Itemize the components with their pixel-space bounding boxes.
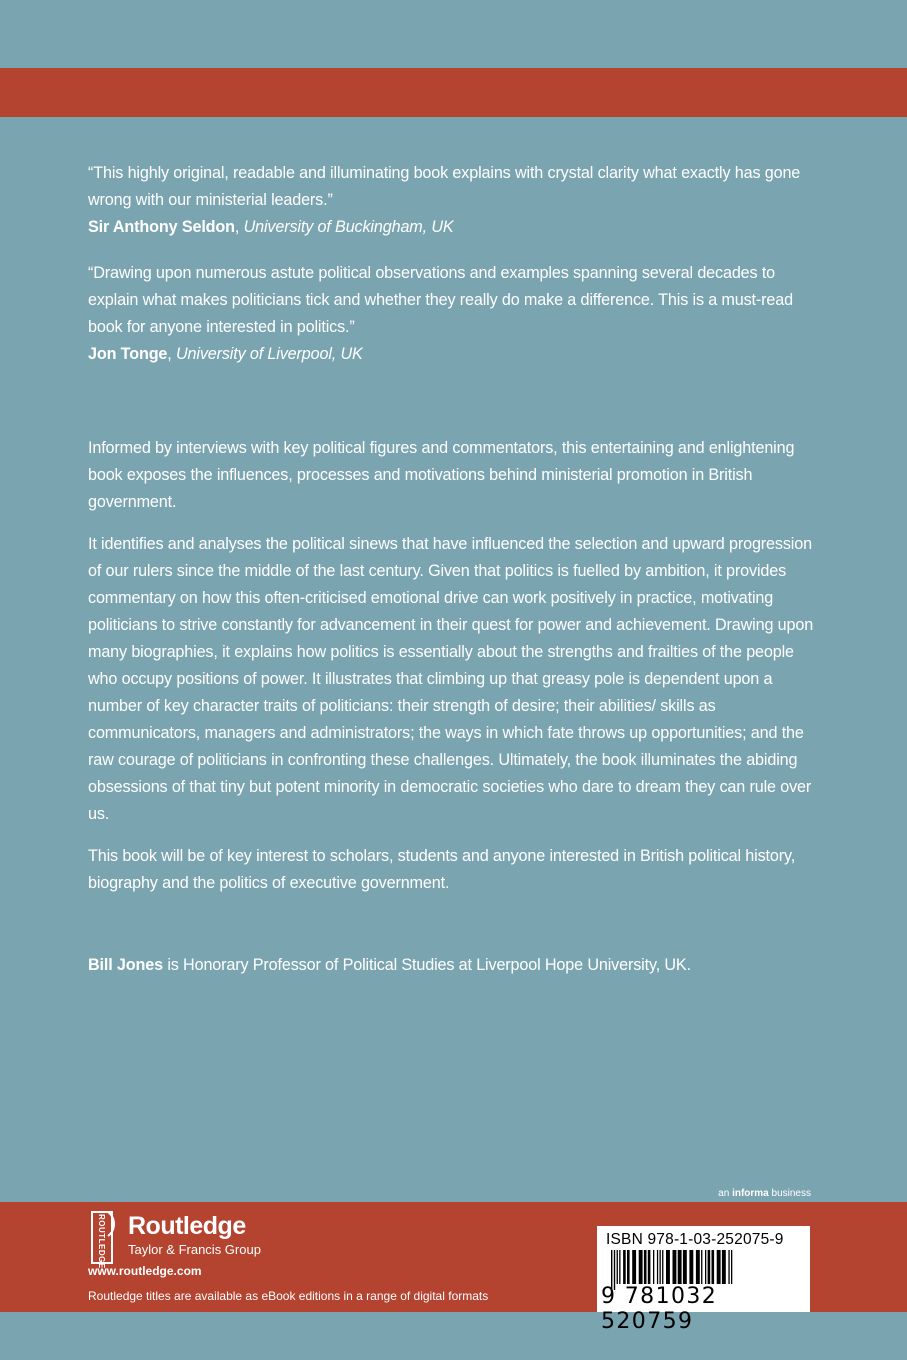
- barcode-bar: [648, 1250, 651, 1284]
- isbn-label: ISBN 978-1-03-252075-9: [606, 1231, 784, 1248]
- barcode-bar: [683, 1250, 687, 1284]
- barcode-bar: [696, 1250, 700, 1284]
- publisher-group: Taylor & Francis Group: [128, 1242, 261, 1257]
- informa-prefix: an: [718, 1188, 733, 1199]
- barcode-bar: [731, 1250, 732, 1284]
- endorsement-quote-1: [88, 160, 816, 241]
- barcode-bar: [653, 1250, 654, 1284]
- routledge-vertical-wordmark: ROUTLEDGE: [97, 1214, 106, 1269]
- author-bio-text: [88, 952, 816, 979]
- endorsement-quote-2: [88, 260, 816, 368]
- barcode-bar: [623, 1250, 626, 1284]
- barcode-bar: [662, 1250, 663, 1284]
- endorser-name: Sir Anthony Seldon: [88, 218, 235, 236]
- barcode-bar: [689, 1250, 693, 1284]
- barcode-bar: [728, 1250, 729, 1284]
- informa-brand: informa: [732, 1188, 769, 1199]
- top-red-band: [0, 68, 907, 117]
- isbn-barcode: [597, 1226, 810, 1334]
- quote-text: “Drawing upon numerous astute political observations and examples spanning several decades to explain what makes politicians tick and whether they really do make a difference. This is a must-read book for anyone interested in politics.”: [88, 264, 793, 336]
- ebook-availability-note: Routledge titles are available as eBook editions in a range of digital formats: [88, 1289, 489, 1303]
- barcode-bar: [722, 1250, 726, 1284]
- isbn-digits: 9 781032 520759: [601, 1284, 718, 1334]
- barcode-bar: [619, 1250, 620, 1284]
- barcode-bar: [673, 1250, 677, 1284]
- informa-business-tag: [718, 1188, 811, 1199]
- publisher-website: www.routledge.com: [88, 1264, 202, 1278]
- quote-attribution: Jon Tonge, University of Liverpool, UK: [88, 345, 363, 363]
- barcode-bar: [701, 1250, 702, 1284]
- routledge-logo: [88, 1210, 278, 1269]
- back-cover-text: [88, 160, 816, 979]
- barcode-bar: [657, 1250, 658, 1284]
- barcode-bar: [712, 1250, 715, 1284]
- barcode-bar: [660, 1250, 661, 1284]
- barcode-bar: [717, 1250, 721, 1284]
- endorser-institution: University of Buckingham, UK: [243, 218, 454, 236]
- barcode-bar: [644, 1250, 647, 1284]
- informa-suffix: business: [768, 1188, 811, 1199]
- author-name: Bill Jones: [88, 956, 163, 974]
- description-paragraph: It identifies and analyses the political sinews that have influenced the selection and upward progression of our rulers since the middle of the last century. Given that politics is fuelled by ambition, it provides commentary on how this often-criticised emotional drive can work positively in practice, motivating politicians to strive constantly for advancement in their quest for power and achievement. Drawing upon many biographies, it explains how politics is essentially about the strengths and frailties of the people who occupy positions of power. It illustrates that climbing up that greasy pole is dependent upon a number of key character traits of politicians: their strength of desire; their abilities/ skills as communicators, managers and administrators; the ways in which fate throws up opportunities; and the raw courage of politicians in confronting these challenges. Ultimately, the book illuminates the abiding obsessions of that tiny but potent minority in democratic societies who dare to dream they can rule over us.: [88, 535, 814, 823]
- endorser-name: Jon Tonge: [88, 345, 168, 363]
- barcode-bar: [627, 1250, 630, 1284]
- description-paragraph: Informed by interviews with key political figures and commentators, this entertaining and enlightening book exposes the influences, processes and motivations behind ministerial promotion in British government.: [88, 439, 795, 511]
- barcode-bar: [639, 1250, 643, 1284]
- publisher-name: Routledge: [128, 1212, 246, 1240]
- endorser-institution: University of Liverpool, UK: [175, 345, 363, 363]
- description-paragraph: This book will be of key interest to scholars, students and anyone interested in British political history, biography and the politics of executive government.: [88, 847, 796, 892]
- barcode-bar: [705, 1250, 706, 1284]
- author-bio: [88, 952, 816, 979]
- barcode-bar: [708, 1250, 711, 1284]
- barcode-bar: [666, 1250, 670, 1284]
- quote-text: “This highly original, readable and illuminating book explains with crystal clarity what exactly has gone wrong with our ministerial leaders.”: [88, 164, 801, 209]
- barcode-bar: [632, 1250, 636, 1284]
- quote-attribution: Sir Anthony Seldon, University of Buckingham, UK: [88, 218, 454, 236]
- barcode-bar: [617, 1250, 618, 1284]
- book-description: [88, 435, 816, 897]
- author-bio-description: is Honorary Professor of Political Studies at Liverpool Hope University, UK.: [162, 956, 691, 974]
- barcode-bar: [678, 1250, 682, 1284]
